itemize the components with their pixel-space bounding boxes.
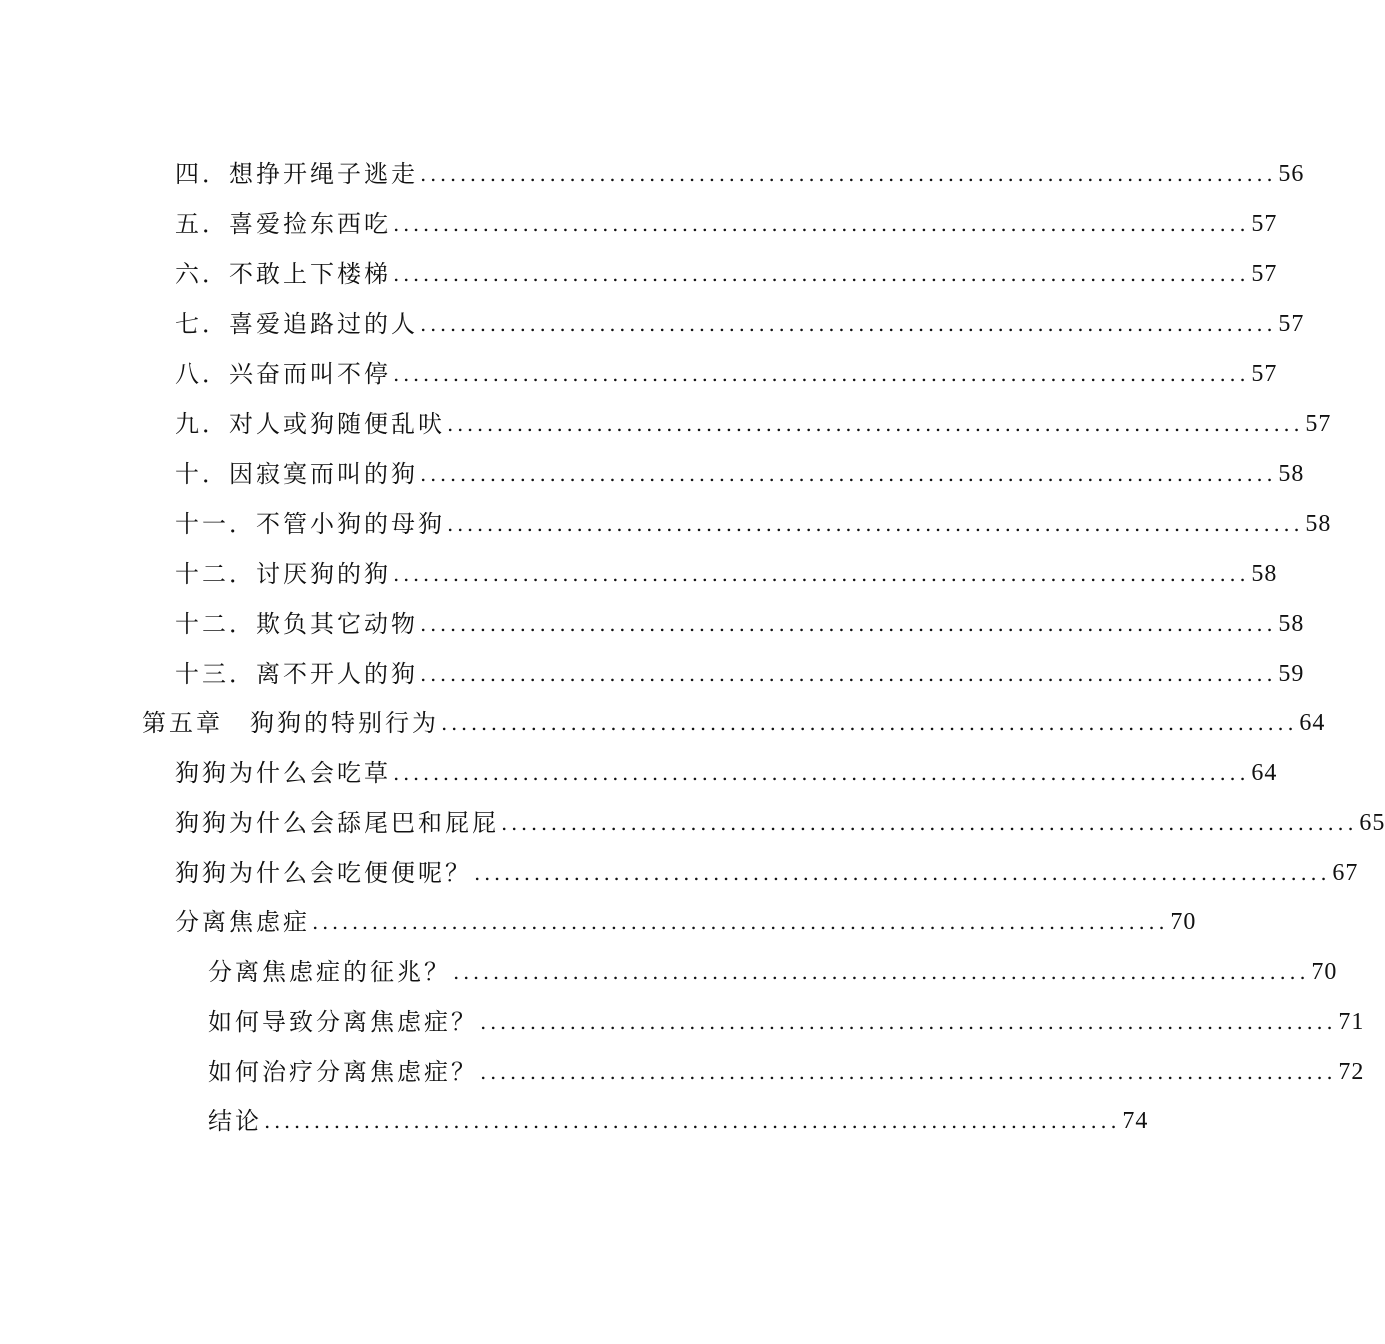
toc-entry[interactable] — [175, 307, 1305, 341]
toc-page-number: 57 — [1278, 311, 1305, 337]
toc-page-number: 70 — [1170, 909, 1197, 935]
toc-page-number: 70 — [1311, 959, 1338, 985]
toc-leader-dots: ...................................................................................... — [474, 861, 1331, 885]
toc-page-number: 71 — [1338, 1009, 1365, 1035]
toc-entry[interactable] — [175, 856, 1359, 890]
toc-chapter-entry[interactable] — [142, 706, 1326, 740]
toc-leader-dots: ...................................................................................... — [441, 711, 1298, 735]
toc-subentry[interactable] — [208, 1055, 1365, 1089]
toc-page-number: 64 — [1299, 710, 1326, 736]
toc-subentry[interactable] — [208, 1005, 1365, 1039]
toc-entry-title: 十三．离不开人的狗 — [175, 660, 418, 688]
toc-entry-title: 结论 — [208, 1107, 262, 1135]
toc-entry-title: 分离焦虑症的征兆？ — [208, 958, 451, 986]
toc-entry[interactable] — [175, 905, 1197, 939]
toc-leader-dots: ...................................................................................... — [312, 910, 1169, 934]
toc-page-number: 65 — [1359, 810, 1385, 836]
toc-page-number: 56 — [1278, 161, 1305, 187]
toc-entry[interactable] — [175, 806, 1385, 840]
toc-page-number: 72 — [1338, 1059, 1365, 1085]
toc-page-number: 58 — [1278, 611, 1305, 637]
toc-entry-title: 五．喜爱捡东西吃 — [175, 210, 391, 238]
toc-page-number: 57 — [1305, 411, 1332, 437]
toc-leader-dots: ...................................................................................... — [447, 512, 1304, 536]
toc-entry-title: 狗狗为什么会舔尾巴和屁屁 — [175, 809, 499, 837]
toc-leader-dots: ...................................................................................... — [420, 312, 1277, 336]
toc-entry[interactable] — [175, 457, 1305, 491]
toc-leader-dots: ...................................................................................... — [453, 960, 1310, 984]
toc-entry[interactable] — [175, 257, 1278, 291]
toc-entry-title: 如何治疗分离焦虑症？ — [208, 1058, 478, 1086]
toc-entry-title: 六．不敢上下楼梯 — [175, 260, 391, 288]
toc-leader-dots: ...................................................................................... — [447, 412, 1304, 436]
toc-entry-title: 如何导致分离焦虑症？ — [208, 1008, 478, 1036]
toc-entry[interactable] — [175, 557, 1278, 591]
toc-entry-title: 十二．讨厌狗的狗 — [175, 560, 391, 588]
toc-leader-dots: ...................................................................................... — [264, 1109, 1121, 1133]
toc-page-number: 57 — [1251, 261, 1278, 287]
toc-leader-dots: ...................................................................................... — [420, 462, 1277, 486]
toc-entry-title: 狗狗为什么会吃草 — [175, 759, 391, 787]
toc-page-number: 58 — [1278, 461, 1305, 487]
toc-subentry[interactable] — [208, 955, 1338, 989]
toc-leader-dots: ...................................................................................... — [393, 761, 1250, 785]
toc-page-number: 58 — [1305, 511, 1332, 537]
toc-entry-title: 九．对人或狗随便乱吠 — [175, 410, 445, 438]
toc-page-number: 74 — [1122, 1108, 1149, 1134]
toc-page-number: 64 — [1251, 760, 1278, 786]
toc-page-number: 58 — [1251, 561, 1278, 587]
toc-entry-title: 十二．欺负其它动物 — [175, 610, 418, 638]
toc-page-number: 67 — [1332, 860, 1359, 886]
toc-entry-title: 四．想挣开绳子逃走 — [175, 160, 418, 188]
toc-page-number: 59 — [1278, 661, 1305, 687]
toc-leader-dots: ...................................................................................... — [480, 1010, 1337, 1034]
toc-entry-title: 分离焦虑症 — [175, 908, 310, 936]
toc-entry[interactable] — [175, 657, 1305, 691]
toc-leader-dots: ...................................................................................... — [393, 362, 1250, 386]
toc-entry[interactable] — [175, 507, 1332, 541]
toc-entry[interactable] — [175, 207, 1278, 241]
toc-page-number: 57 — [1251, 211, 1278, 237]
toc-entry-title: 十．因寂寞而叫的狗 — [175, 460, 418, 488]
toc-entry[interactable] — [175, 607, 1305, 641]
toc-entry-title: 第五章 狗狗的特别行为 — [142, 709, 439, 737]
toc-entry[interactable] — [175, 407, 1332, 441]
toc-entry-title: 十一．不管小狗的母狗 — [175, 510, 445, 538]
toc-page-number: 57 — [1251, 361, 1278, 387]
toc-subentry[interactable] — [208, 1104, 1149, 1138]
toc-entry-title: 狗狗为什么会吃便便呢？ — [175, 859, 472, 887]
toc-leader-dots: ...................................................................................... — [393, 212, 1250, 236]
toc-leader-dots: ...................................................................................... — [420, 662, 1277, 686]
toc-leader-dots: ...................................................................................... — [393, 262, 1250, 286]
toc-leader-dots: ...................................................................................... — [420, 162, 1277, 186]
toc-entry[interactable] — [175, 756, 1278, 790]
toc-leader-dots: ...................................................................................... — [501, 811, 1358, 835]
toc-entry-title: 七．喜爱追路过的人 — [175, 310, 418, 338]
toc-leader-dots: ...................................................................................... — [393, 562, 1250, 586]
toc-leader-dots: ...................................................................................... — [420, 612, 1277, 636]
toc-leader-dots: ...................................................................................... — [480, 1060, 1337, 1084]
toc-entry-title: 八．兴奋而叫不停 — [175, 360, 391, 388]
toc-entry[interactable] — [175, 157, 1305, 191]
toc-entry[interactable] — [175, 357, 1278, 391]
